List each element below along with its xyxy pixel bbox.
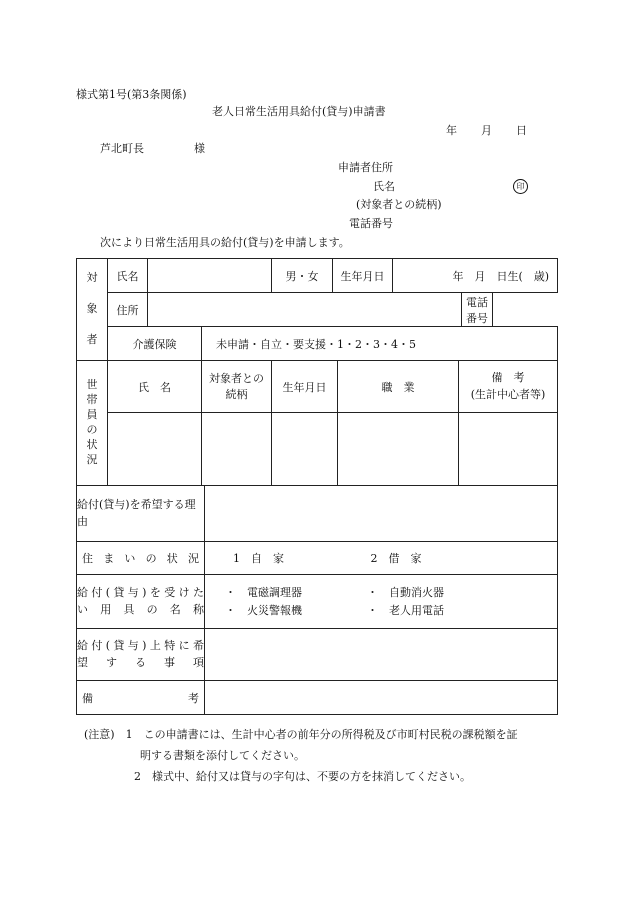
- subject-section-label: 対 象 者: [77, 259, 108, 361]
- subject-name-field[interactable]: [148, 259, 272, 293]
- items-label: 給 付 ( 貸 与 ) を 受 け た: [77, 586, 204, 599]
- item-fire-extinguisher[interactable]: ・ 自動消火器: [367, 586, 444, 600]
- applicant-name-label: 氏名: [373, 180, 395, 193]
- birth-label: 生年月日: [333, 259, 393, 293]
- special-field[interactable]: [205, 629, 558, 681]
- applicant-address-label: 申請者住所: [338, 161, 393, 174]
- remarks-field[interactable]: [205, 681, 558, 715]
- subject-address-row: [77, 293, 558, 327]
- items-row: [77, 575, 558, 629]
- subject-name-row: [77, 259, 558, 293]
- note1-line1: この申請書には、生計中心者の前年分の所得税及び市町村民税の課税額を証: [143, 728, 518, 741]
- gender-field[interactable]: 男・女: [272, 259, 333, 293]
- item-induction-cooker[interactable]: ・ 電磁調理器: [225, 586, 302, 600]
- notes-title: (注意): [84, 728, 115, 741]
- subject-phone-label: 電話番号: [462, 293, 493, 327]
- household-relation-cell[interactable]: [202, 413, 272, 486]
- household-col-birth: 生年月日: [272, 361, 338, 413]
- household-col-remarks: [459, 361, 558, 413]
- household-birth-cell[interactable]: [272, 413, 338, 486]
- items-list: [205, 575, 558, 629]
- seal-mark: 印: [513, 179, 528, 194]
- reason-row: [77, 486, 558, 542]
- housing-label: 住 ま い の 状 況: [82, 552, 199, 565]
- insurance-label: 介護保険: [108, 327, 202, 361]
- special-row: [77, 629, 558, 681]
- housing-option-rent[interactable]: 2 借 家: [370, 552, 422, 565]
- household-section-label: 世 帯 員 の 状 況: [77, 361, 108, 486]
- household-col-relation: 対象者との 続柄: [202, 361, 272, 413]
- household-col-name: 氏 名: [108, 361, 202, 413]
- remarks-row: [77, 681, 558, 715]
- remarks-subheading: (生計中心者等): [470, 387, 546, 401]
- date-year: 年: [446, 124, 457, 137]
- household-header-row: [77, 361, 558, 413]
- housing-row: [77, 542, 558, 575]
- household-remarks-cell[interactable]: [459, 413, 558, 486]
- phone-label: 電話番号: [349, 217, 393, 230]
- items-label-cell: 給 付 ( 貸 与 ) を 受 け た い 用 具 の 名 称: [77, 575, 205, 629]
- addressee: 芦北町長: [100, 142, 144, 155]
- subject-name-label: 氏名: [108, 259, 148, 293]
- subject-address-label: 住所: [108, 293, 148, 327]
- date-month: 月: [481, 124, 492, 137]
- item-fire-alarm[interactable]: ・ 火災警報機: [225, 603, 302, 617]
- household-col-job: 職 業: [338, 361, 459, 413]
- birth-field[interactable]: 年 月 日生( 歳): [393, 259, 558, 293]
- housing-options: [205, 542, 558, 575]
- application-form-table: [76, 258, 558, 715]
- date-day: 日: [516, 124, 527, 137]
- form-title: 老人日常生活用具給付(貸与)申請書: [212, 105, 386, 118]
- item-elderly-phone[interactable]: ・ 老人用電話: [367, 603, 444, 617]
- insurance-row: [77, 327, 558, 361]
- housing-label-cell: [77, 542, 205, 575]
- relationship-label: (対象者との続柄): [356, 198, 442, 211]
- note1-number: 1: [125, 728, 133, 741]
- household-name-cell[interactable]: [108, 413, 202, 486]
- remarks-label-cell: 備 考: [77, 681, 205, 715]
- subject-address-field[interactable]: [148, 293, 462, 327]
- note2-text: 様式中、給付又は貸与の字句は、不要の方を抹消してください。: [152, 770, 471, 783]
- intro-text: 次により日常生活用具の給付(貸与)を申請します。: [100, 236, 350, 249]
- notes-section: [84, 724, 518, 787]
- special-label-cell: 給 付 ( 貸 与 ) 上 特 に 希 望 す る 事 項: [77, 629, 205, 681]
- reason-field[interactable]: [205, 486, 558, 542]
- remarks-heading: 備 考: [491, 371, 525, 384]
- note1-line2: 明する書類を添付してください。: [140, 749, 305, 762]
- insurance-value[interactable]: 未申請・自立・要支援・1・2・3・4・5: [202, 327, 558, 361]
- household-job-cell[interactable]: [338, 413, 459, 486]
- housing-option-own[interactable]: 1 自 家: [233, 552, 284, 565]
- note2-number: 2: [134, 770, 141, 783]
- reason-label: 給付(貸与)を希望する理由: [77, 486, 205, 542]
- form-number: 様式第1号(第3条関係): [76, 88, 187, 101]
- honorific: 様: [194, 142, 205, 155]
- household-entry-row: [77, 413, 558, 486]
